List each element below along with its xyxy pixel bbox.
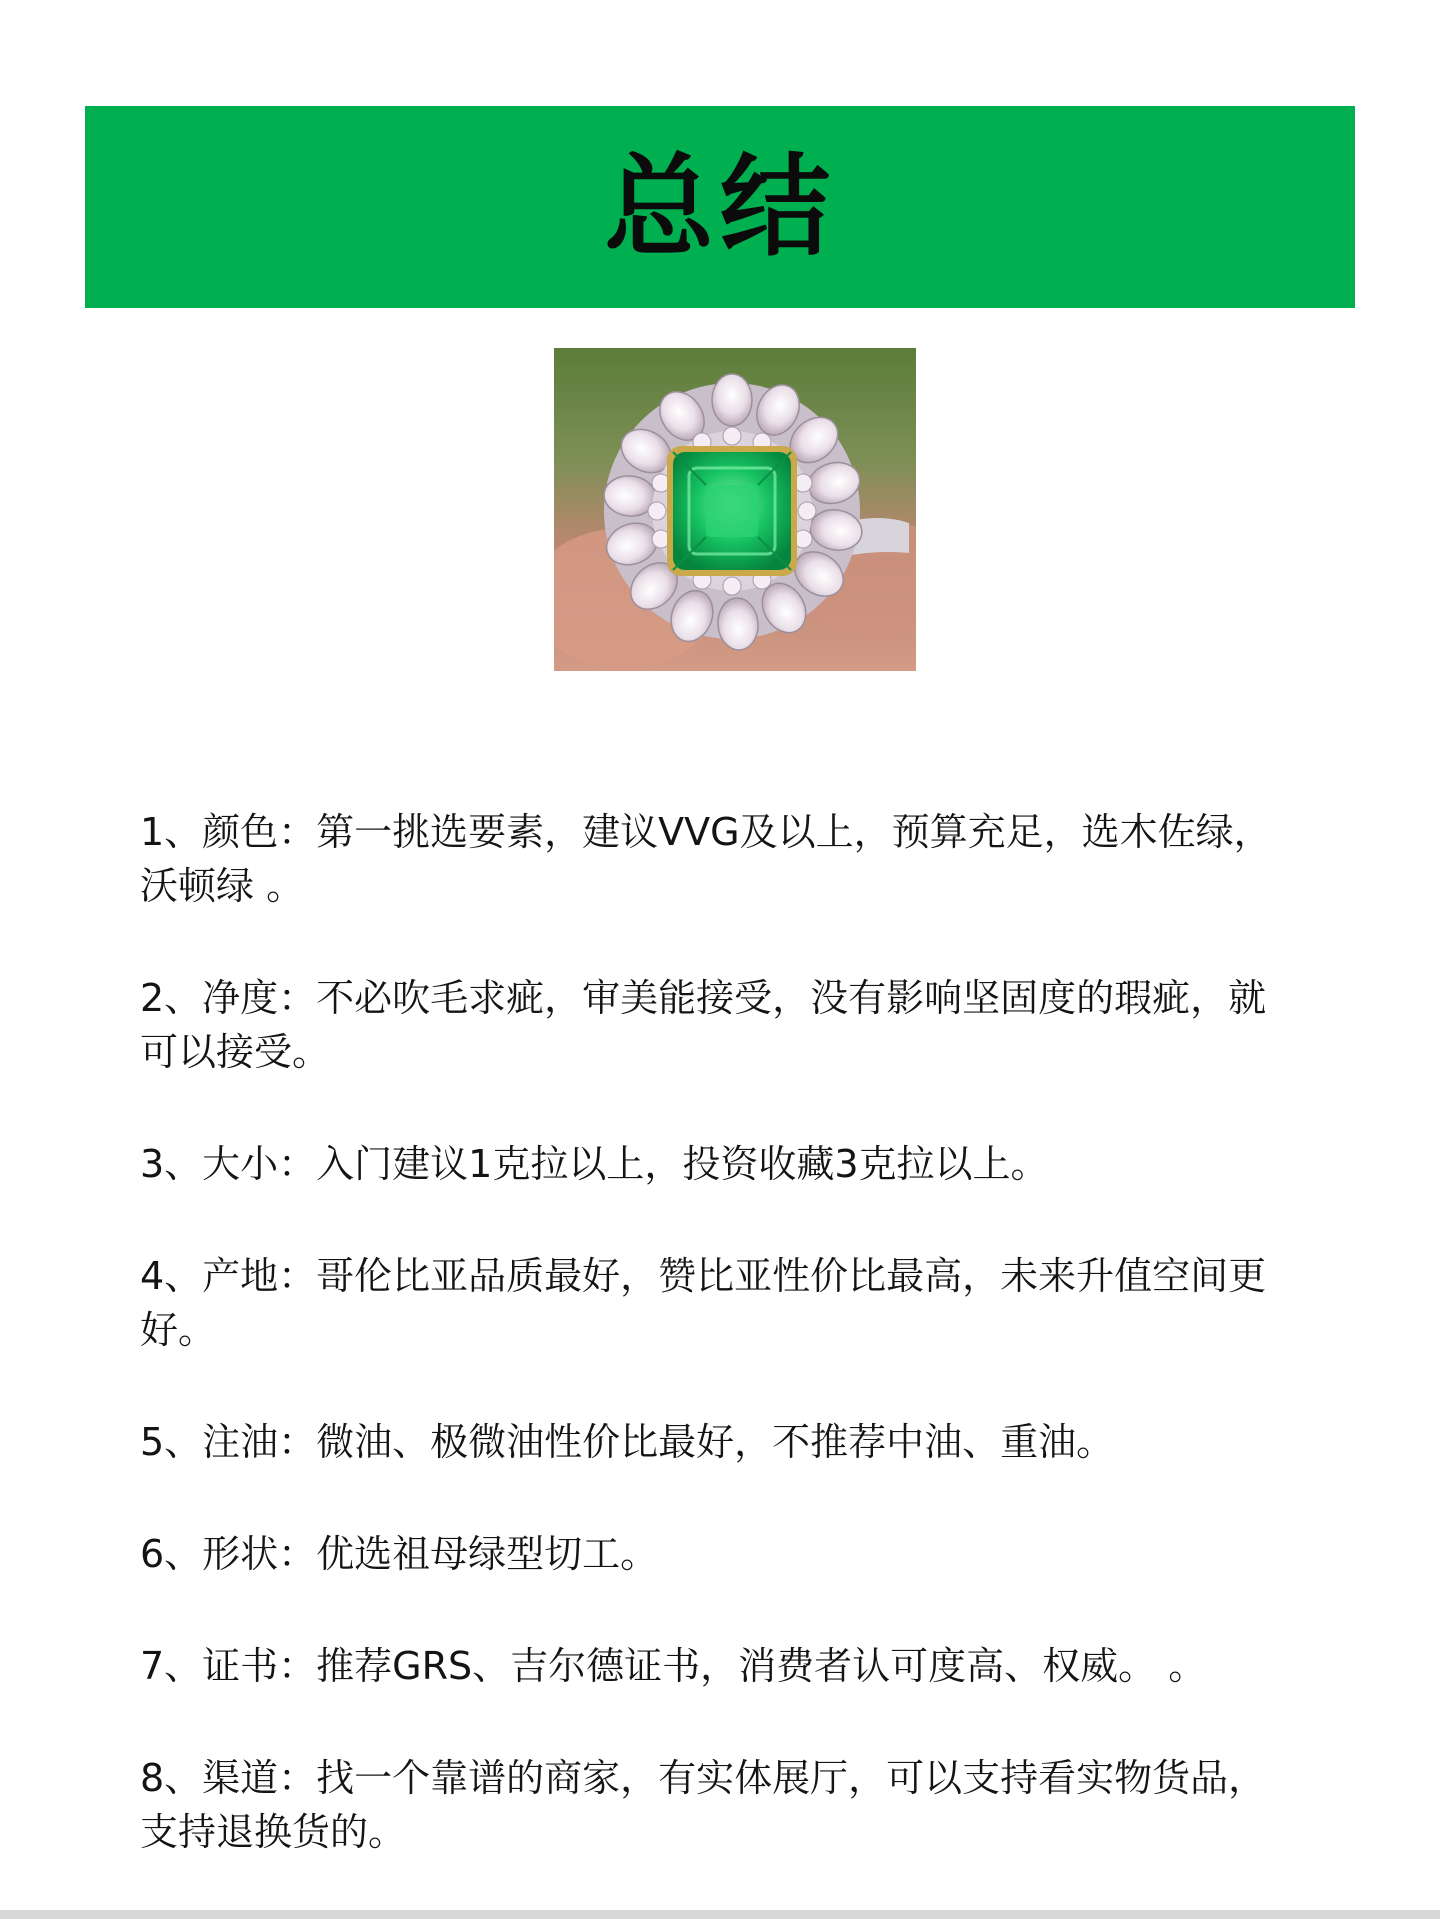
list-item: 7、证书：推荐GRS、吉尔德证书，消费者认可度高、权威。 。: [140, 1644, 1207, 1688]
list-item: 3、大小：入门建议1克拉以上，投资收藏3克拉以上。: [140, 1142, 1049, 1186]
list-item: 4、产地：哥伦比亚品质最好，赞比亚性价比最高，未来升值空间更好。: [140, 1254, 1267, 1352]
page-title: 总结: [604, 143, 836, 271]
list-item: 1、颜色：第一挑选要素，建议VVG及以上，预算充足，选木佐绿，沃顿绿 。: [140, 810, 1272, 908]
summary-list: [140, 805, 1290, 1917]
emerald-ring-photo: [554, 348, 916, 671]
list-item: 6、形状：优选祖母绿型切工。: [140, 1532, 659, 1576]
list-item: 8、渠道：找一个靠谱的商家，有实体展厅，可以支持看实物货品，支持退换货的。: [140, 1756, 1267, 1854]
title-banner: [85, 106, 1355, 308]
list-item: 5、注油：微油、极微油性价比最好，不推荐中油、重油。: [140, 1420, 1115, 1464]
ring-illustration: [554, 348, 916, 671]
horizontal-scrollbar[interactable]: [0, 1910, 1440, 1919]
list-item: 2、净度：不必吹毛求疵，审美能接受，没有影响坚固度的瑕疵，就可以接受。: [140, 976, 1267, 1074]
